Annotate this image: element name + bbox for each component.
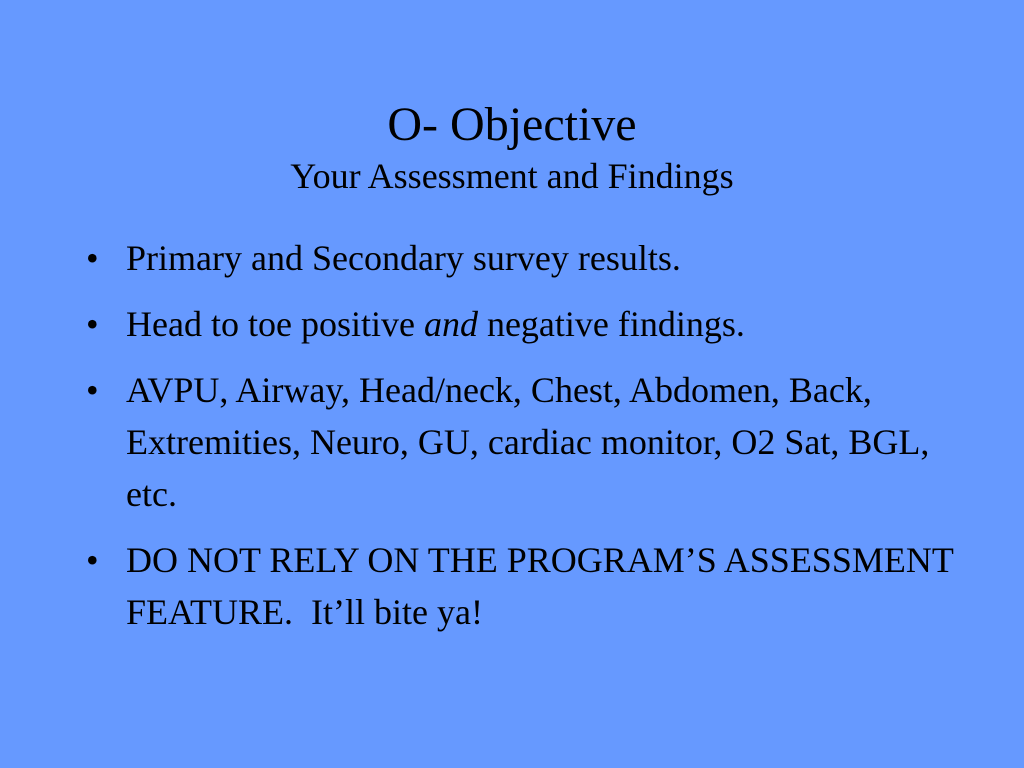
slide-subtitle: Your Assessment and Findings xyxy=(290,156,734,196)
bullet-item-warning xyxy=(82,534,962,638)
bullet-text-before: Head to toe positive xyxy=(126,304,424,344)
bullet-item-primary-secondary xyxy=(82,232,962,284)
bullet-icon: • xyxy=(86,304,99,344)
bullet-text-emphasis: and xyxy=(423,304,478,344)
bullet-text: AVPU, Airway, Head/neck, Chest, Abdomen, Back, Extremities, Neuro, GU, cardiac monitor, O2 Sat, BGL, etc. xyxy=(126,370,930,514)
bullet-item-avpu xyxy=(82,364,962,520)
slide-title: O- Objective xyxy=(387,98,637,151)
bullet-text: Primary and Secondary survey results. xyxy=(126,238,681,278)
bullet-icon: • xyxy=(86,540,99,580)
bullet-icon: • xyxy=(86,238,99,278)
bullet-list xyxy=(82,232,962,652)
bullet-item-head-to-toe xyxy=(82,298,962,350)
bullet-text: DO NOT RELY ON THE PROGRAM’S ASSESSMENT FEATURE. It’ll bite ya! xyxy=(126,540,963,632)
bullet-icon: • xyxy=(86,370,99,410)
bullet-text-after: negative findings. xyxy=(477,304,745,344)
bullet-text xyxy=(126,304,745,344)
title-block xyxy=(0,96,1024,198)
